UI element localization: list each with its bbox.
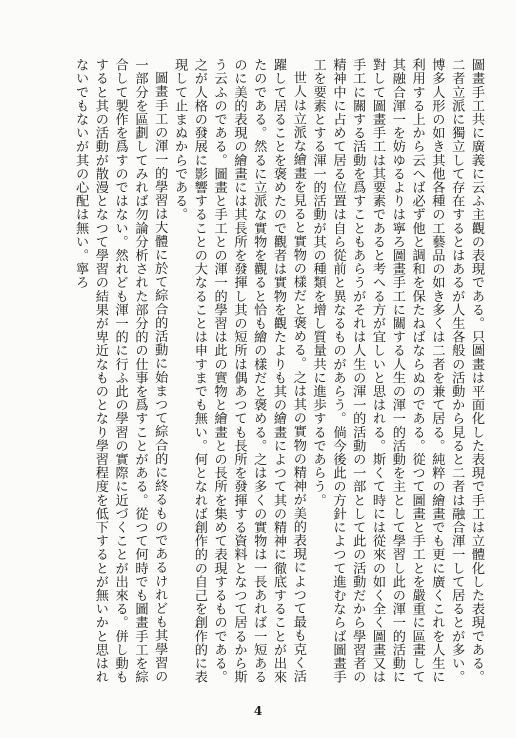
- page-number: 4: [253, 704, 263, 718]
- paragraph-3: 圖畫手工の渾一的學習は大體に於て綜合的活動に始まつて綜合的に終るものであるけれども其學習の一部分を區劃してみれば勿論分析された部分的の仕事を爲すことがある。從つて何時でも圖畫手工を綜合して製作を爲すのではない。然れども渾一的に行ふ此の學習の實際に近づくことが出來る。併し動もすると其の活動が散漫となつて學習の結果が卑近なものとなり學習程度を低下するとが無いかと思はれないでもないが其の心配は無い。寧ろ: [73, 58, 168, 684]
- paragraph-2: 世人は立派な繪畫を見ると實物の樣だと褒める。之は其の實物の精神が美的表現によつて最も克く活躍して居ることを褒めたので觀者は實物を觀たよりも其の繪畫によつて其の精神に徹底することが出來たのである。然るに立派な實物を觀ると恰も繪の樣だと褒める。之は多くの實物は一長あれば一短あるのに美的表現の繪畫には其長所を發揮し其の短所は偶あつても長所を發揮する資料となつて居るから斯う云ふのである。圖畫と手工との渾一的學習は此の實物と繪畫との長所を集めて表現するものである。之が人格の發展に影響することの大なることは申すまでも無い。何となれば創作的の自己を創作的に表現して止まぬからである。: [172, 58, 306, 684]
- vertical-body-text: [70, 58, 486, 693]
- paragraph-1: 圖畫手工共に廣義に云ふ主觀の表現である。只圖畫は平面化した表現で手工は立體化した表現である。二者立派に獨立して存在するとはあるが人生各般の活動から見ると二者は融合渾一して居るとが多い。博多人形の如き其他各種の工藝品の如き多くは二者を兼て居る。純粹の繪畫でも更に廣くこれを人生に利用する上から云へば必ず他と調和を保たねばならぬのである。從つて圖畫と手工とを嚴重に區畫して其融合渾一を妨ゆるよりは寧ろ圖畫手工に關する人生の渾一的活動を主として學習し此の渾一的活動に對して圖畫手工は其要素であると考へる方が宜しいと思はれる。斯くて時には從來の如く全く圖畫又は手工に關する活動を爲すこともあらうがそれは人生の渾一的活動の一部として此の活動だから學習者の精神中に占めて居る位置は自ら從前と異なるものがあらう。倘今後此の方針によつて進むならば圖畫手工を要素とする渾一的活動が其の種類を增し質量共に進歩するであらう。: [310, 58, 484, 684]
